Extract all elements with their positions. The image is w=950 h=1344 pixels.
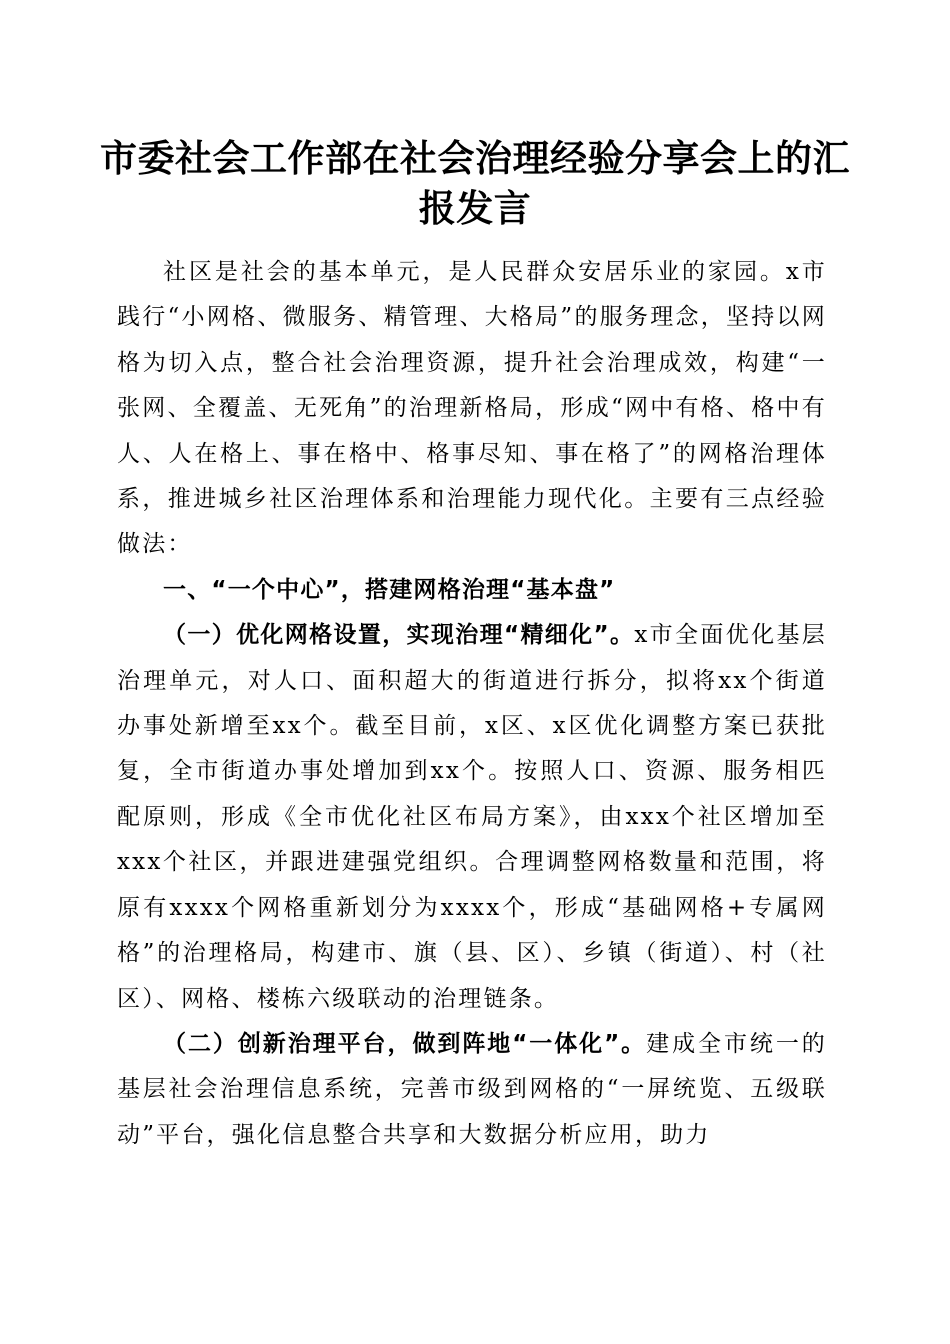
item-2-text: 建成全市统一的基层社会治理信息系统，完善市级到网格的“一屏统览、五级联动”平台，强化信息整合共享和大数据分析应用，助力: [117, 1030, 827, 1148]
section-1-heading: 一、“一个中心”，搭建网格治理“基本盘”: [163, 576, 616, 603]
intro-paragraph: 社区是社会的基本单元，是人民群众安居乐业的家园。x市践行“小网格、微服务、精管理、大格局”的服务理念，坚持以网格为切入点，整合社会治理资源，提升社会治理成效，构建“一张网、全覆盖、无死角”的治理新格局，形成“网中有格、格中有人、人在格上、事在格中、格事尽知、事在格了”的网格治理体系，推进城乡社区治理体系和治理能力现代化。主要有三点经验做法：: [117, 259, 827, 558]
item-2-heading: （二）创新治理平台，做到阵地“一体化”。: [163, 1030, 647, 1057]
document-body: [117, 250, 827, 1158]
item-2-paragraph: [117, 1022, 827, 1158]
item-1-heading: （一）优化网格设置，实现治理“精细化”。: [163, 622, 635, 649]
item-1-text: x市全面优化基层治理单元，对人口、面积超大的街道进行拆分，拟将xx个街道办事处新增至xx个。截至目前，x区、x区优化调整方案已获批复，全市街道办事处增加到xx个。按照人口、资源、服务相匹配原则，形成《全市优化社区布局方案》，由xxx个社区增加至xxx个社区，并跟进建强党组织。合理调整网格数量和范围，将原有xxxx个网格重新划分为xxxx个，形成“基础网格+专属网格”的治理格局，构建市、旗（县、区）、乡镇（街道）、村（社区）、网格、楼栋六级联动的治理链条。: [117, 622, 828, 1012]
item-1-paragraph: [117, 613, 827, 1022]
document-title: 市委社会工作部在社会治理经验分享会上的汇报发言: [100, 136, 850, 230]
